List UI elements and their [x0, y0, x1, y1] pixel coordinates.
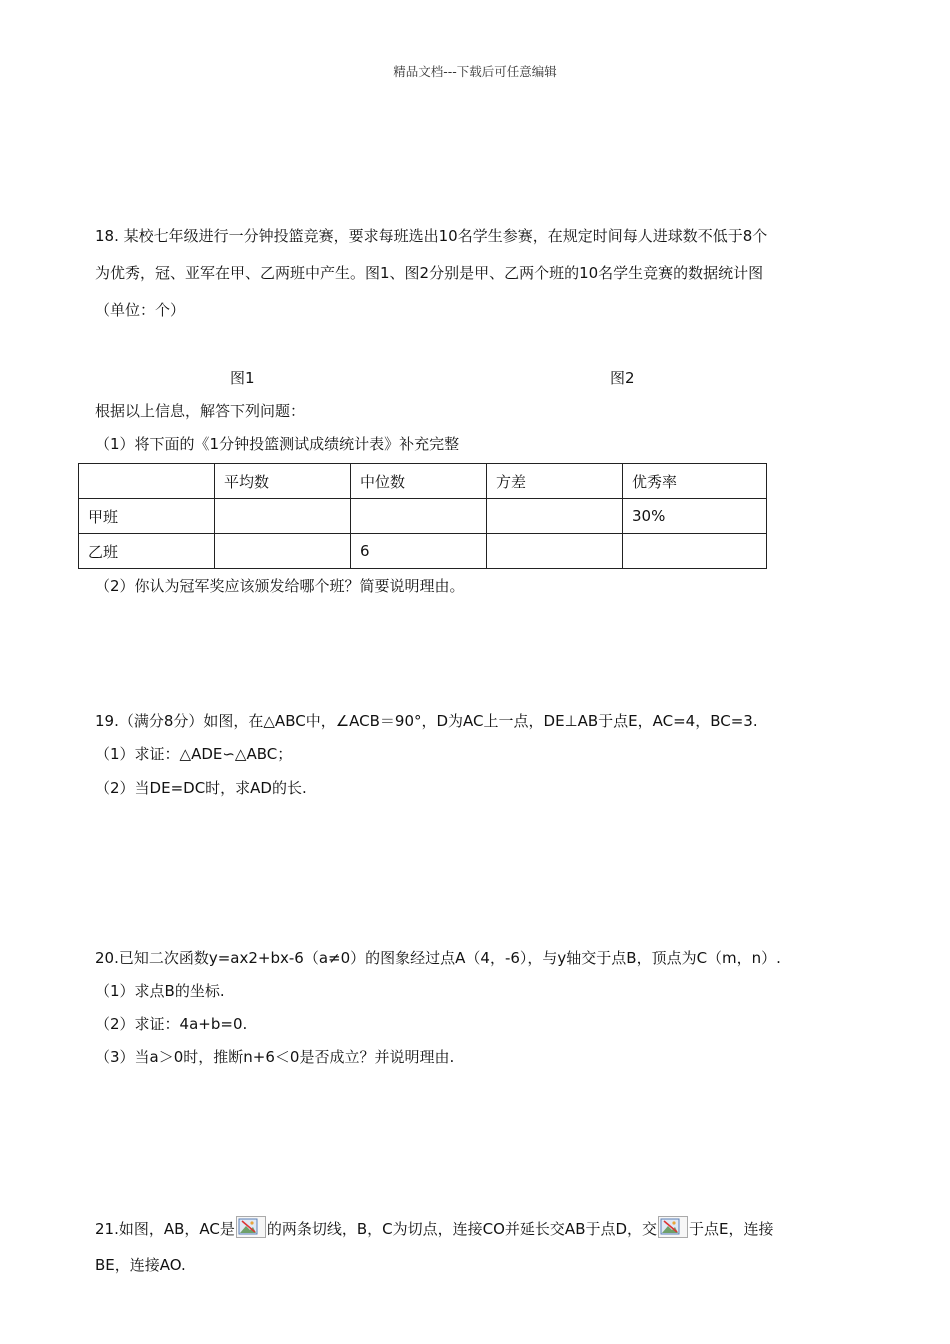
q21-line1 — [95, 1216, 774, 1239]
stats-table — [78, 463, 767, 569]
q19-part1: （1）求证：△ADE∽△ABC； — [95, 745, 293, 763]
figure-1-caption: 图1 — [230, 369, 255, 387]
q20-part2: （2）求证：4a+b=0. — [95, 1015, 248, 1033]
q20-part3: （3）当a＞0时，推断n+6＜0是否成立？并说明理由. — [95, 1048, 455, 1066]
table-cell — [215, 499, 351, 534]
figure-2-caption: 图2 — [610, 369, 635, 387]
page-header: 精品文档---下载后可任意编辑 — [393, 64, 557, 79]
table-cell — [623, 534, 767, 569]
table-cell: 30% — [623, 499, 767, 534]
broken-image-icon — [236, 1216, 266, 1238]
table-cell — [351, 499, 487, 534]
q20-line1: 20.已知二次函数y=ax2+bx-6（a≠0）的图象经过点A（4，-6），与y轴交于点B，顶点为C（m，n）. — [95, 949, 781, 967]
q18-part1: （1）将下面的《1分钟投篮测试成绩统计表》补充完整 — [95, 435, 460, 453]
q21-text-seg1: 21.如图，AB，AC是 — [95, 1220, 235, 1238]
q18-line1: 18. 某校七年级进行一分钟投篮竞赛，要求每班选出10名学生参赛，在规定时间每人进球数不低于8个 — [95, 227, 768, 245]
table-cell — [487, 534, 623, 569]
broken-image-icon — [658, 1216, 688, 1238]
table-row — [79, 499, 767, 534]
table-cell: 6 — [351, 534, 487, 569]
table-header-cell: 中位数 — [351, 464, 487, 499]
q21-line2: BE，连接AO. — [95, 1256, 186, 1274]
table-header-cell: 优秀率 — [623, 464, 767, 499]
table-cell: 乙班 — [79, 534, 215, 569]
q20-part1: （1）求点B的坐标. — [95, 982, 225, 1000]
table-cell: 甲班 — [79, 499, 215, 534]
table-cell — [215, 534, 351, 569]
table-header-row — [79, 464, 767, 499]
table-header-cell: 平均数 — [215, 464, 351, 499]
q19-part2: （2）当DE=DC时，求AD的长. — [95, 779, 307, 797]
q19-line1: 19.（满分8分）如图，在△ABC中，∠ACB＝90°，D为AC上一点，DE⊥AB于点E，AC=4，BC=3. — [95, 712, 758, 730]
table-row — [79, 534, 767, 569]
q21-text-seg2: 的两条切线，B，C为切点，连接CO并延长交AB于点D，交 — [266, 1220, 658, 1238]
q18-intro: 根据以上信息，解答下列问题： — [95, 402, 306, 420]
q18-part2: （2）你认为冠军奖应该颁发给哪个班？简要说明理由。 — [95, 577, 465, 595]
table-header-cell — [79, 464, 215, 499]
table-header-cell: 方差 — [487, 464, 623, 499]
table-cell — [487, 499, 623, 534]
q18-line3: （单位：个） — [95, 301, 186, 319]
q18-line2: 为优秀，冠、亚军在甲、乙两班中产生。图1、图2分别是甲、乙两个班的10名学生竞赛的数据统计图 — [95, 264, 764, 282]
q21-text-seg3: 于点E，连接 — [689, 1220, 774, 1238]
